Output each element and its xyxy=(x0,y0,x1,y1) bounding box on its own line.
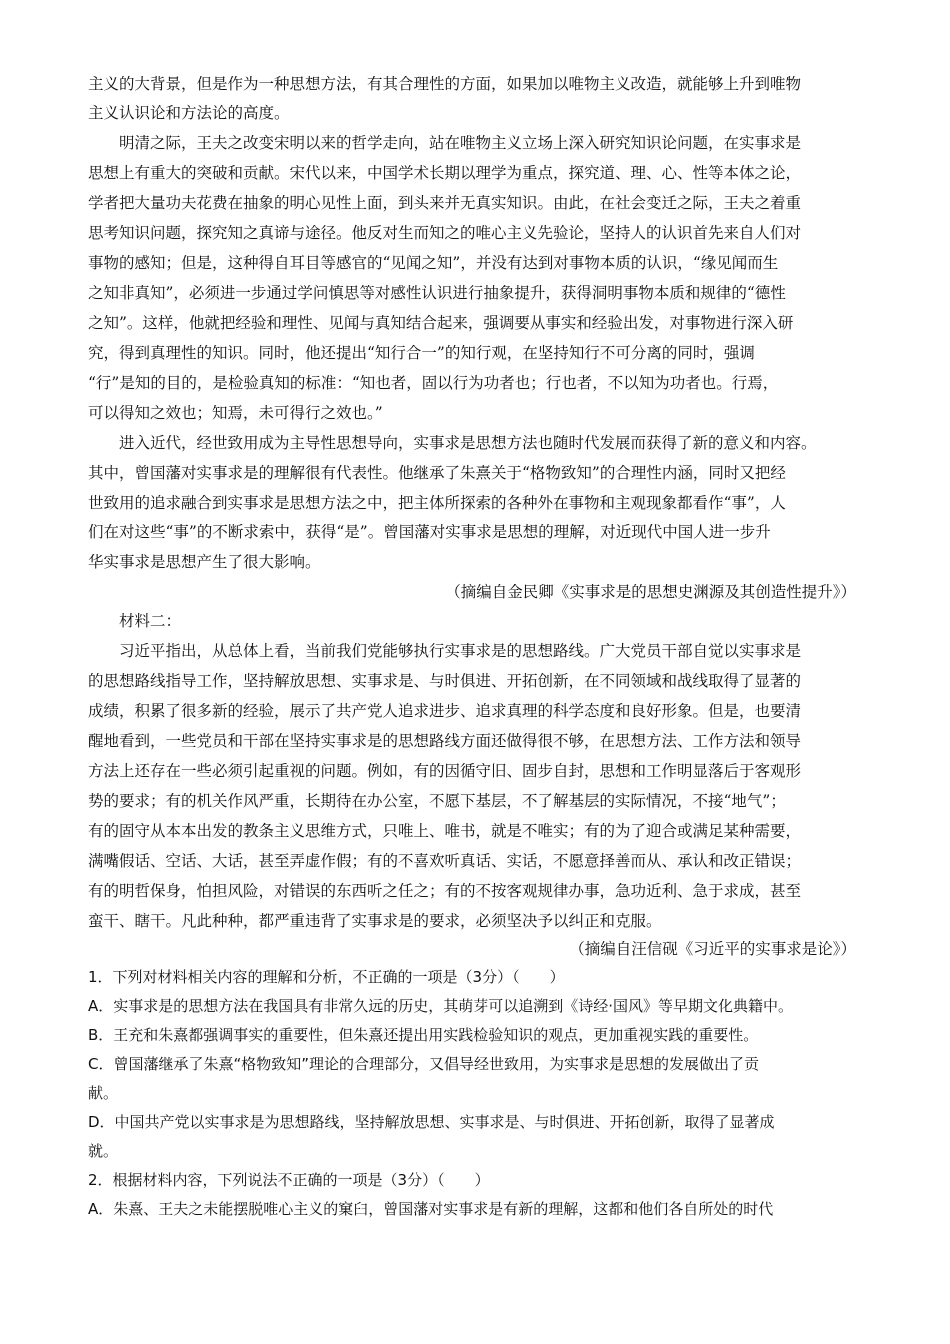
passage-line: 主义的大背景，但是作为一种思想方法，有其合理性的方面，如果加以唯物主义改造，就能够上升到唯物 xyxy=(88,75,802,93)
source-citation-1: （摘编自金民卿《实事求是的思想史渊源及其创造性提升》） xyxy=(445,583,856,601)
question-1-option-d: D．中国共产党以实事求是为思想路线，坚持解放思想、实事求是、与时俱进、开拓创新，取得了显著成 xyxy=(88,1113,775,1131)
passage-line: 究，得到真理性的知识。同时，他还提出“知行合一”的知行观，在坚持知行不可分离的同时，强调 xyxy=(88,344,755,362)
material-two-line: 有的固守从本本出发的教条主义思维方式，只唯上、唯书，就是不唯实；有的为了迎合或满足某种需要， xyxy=(88,822,802,840)
material-two-label: 材料二： xyxy=(88,612,182,630)
material-two-line: 的思想路线指导工作，坚持解放思想、实事求是、与时俱进、开拓创新，在不同领域和战线取得了显著的 xyxy=(88,672,802,690)
passage-line: 们在对这些“事”的不断求索中，获得“是”。曾国藩对实事求是思想的理解，对近现代中国人进一步升 xyxy=(88,523,771,541)
passage-line: 世致用的追求融合到实事求是思想方法之中，把主体所探索的各种外在事物和主观现象都看作“事”，人 xyxy=(88,494,786,512)
question-2-option-a: A．朱熹、王夫之未能摆脱唯心主义的窠臼，曾国藩对实事求是有新的理解，这都和他们各自所处的时代 xyxy=(88,1200,774,1218)
passage-line: 之知非真知”，必须进一步通过学问慎思等对感性认识进行抽象提升，获得洞明事物本质和规律的“德性 xyxy=(88,284,786,302)
passage-line: 学者把大量功夫花费在抽象的明心见性上面，到头来并无真实知识。由此，在社会变迁之际，王夫之着重 xyxy=(88,194,802,212)
question-1-option-c-cont: 献。 xyxy=(88,1084,119,1102)
question-1-option-c: C．曾国藩继承了朱熹“格物致知”理论的合理部分，又倡导经世致用，为实事求是思想的发展做出了贡 xyxy=(88,1055,760,1073)
material-two-line: 成绩，积累了很多新的经验，展示了共产党人追求进步、追求真理的科学态度和良好形象。但是，也要清 xyxy=(88,702,802,720)
material-two-line: 满嘴假话、空话、大话，甚至弄虚作假；有的不喜欢听真话、实话，不愿意择善而从、承认和改正错误； xyxy=(88,852,802,870)
material-two-line: 有的明哲保身，怕担风险，对错误的东西听之任之；有的不按客观规律办事，急功近利、急于求成，甚至 xyxy=(88,882,802,900)
material-two-line: 方法上还存在一些必须引起重视的问题。例如，有的因循守旧、固步自封，思想和工作明显落后于客观形 xyxy=(88,762,802,780)
passage-line: 事物的感知；但是，这种得自耳目等感官的“见闻之知”，并没有达到对事物本质的认识，“缘见闻而生 xyxy=(88,254,779,272)
passage-line: 思想上有重大的突破和贡献。宋代以来，中国学术长期以理学为重点，探究道、理、心、性等本体之论， xyxy=(88,164,802,182)
passage-line: 主义认识论和方法论的高度。 xyxy=(88,104,290,122)
question-2-stem: 2．根据材料内容，下列说法不正确的一项是（3分）（ ） xyxy=(88,1171,490,1189)
material-two-line: 蛮干、瞎干。凡此种种，都严重违背了实事求是的要求，必须坚决予以纠正和克服。 xyxy=(88,912,662,930)
source-citation-2: （摘编自汪信砚《习近平的实事求是论》） xyxy=(569,940,856,958)
passage-line: 其中，曾国藩对实事求是的理解很有代表性。他继承了朱熹关于“格物致知”的合理性内涵，同时又把经 xyxy=(88,464,786,482)
passage-line: 之知”。这样，他就把经验和理性、见闻与真知结合起来，强调要从事实和经验出发，对事物进行深入研 xyxy=(88,314,794,332)
question-1-stem: 1．下列对材料相关内容的理解和分析，不正确的一项是（3分）（ ） xyxy=(88,968,565,986)
question-1-option-d-cont: 就。 xyxy=(88,1142,119,1160)
passage-line: 明清之际，王夫之改变宋明以来的哲学走向，站在唯物主义立场上深入研究知识论问题，在实事求是 xyxy=(88,134,802,152)
passage-line: “行”是知的目的，是检验真知的标准：“知也者，固以行为功者也；行也者，不以知为功者也。行焉， xyxy=(88,374,779,392)
question-1-option-b: B．王充和朱熹都强调事实的重要性，但朱熹还提出用实践检验知识的观点，更加重视实践的重要性。 xyxy=(88,1026,759,1044)
passage-line: 可以得知之效也；知焉，未可得行之效也。” xyxy=(88,404,383,422)
material-two-line: 势的要求；有的机关作风严重，长期待在办公室，不愿下基层，不了解基层的实际情况，不接“地气”； xyxy=(88,792,786,810)
question-1-option-a: A．实事求是的思想方法在我国具有非常久远的历史，其萌芽可以追溯到《诗经·国风》等早期文化典籍中。 xyxy=(88,997,794,1015)
passage-line: 华实事求是思想产生了很大影响。 xyxy=(88,553,321,571)
material-two-line: 醒地看到，一些党员和干部在坚持实事求是的思想路线方面还做得很不够，在思想方法、工作方法和领导 xyxy=(88,732,802,750)
passage-line: 思考知识问题，探究知之真谛与途径。他反对生而知之的唯心主义先验论，坚持人的认识首先来自人们对 xyxy=(88,224,802,242)
passage-line: 进入近代，经世致用成为主导性思想导向，实事求是思想方法也随时代发展而获得了新的意义和内容。 xyxy=(88,434,817,452)
material-two-line: 习近平指出，从总体上看，当前我们党能够执行实事求是的思想路线。广大党员干部自觉以实事求是 xyxy=(88,642,802,660)
